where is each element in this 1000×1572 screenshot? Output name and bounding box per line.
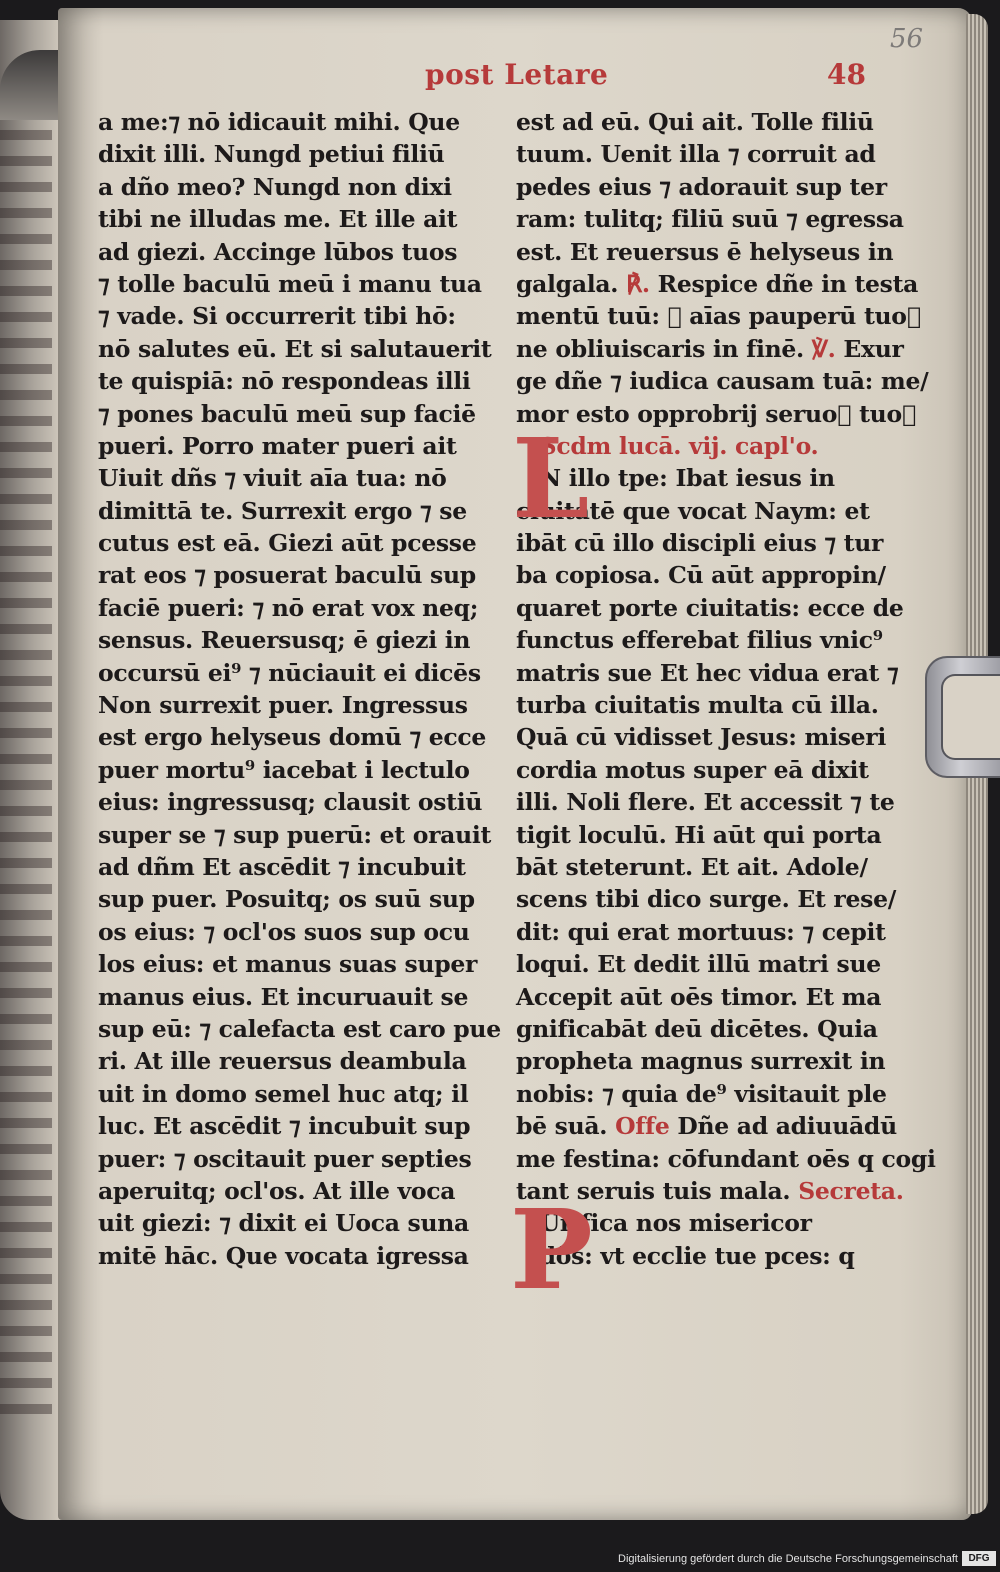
footer-credit: Digitalisierung gefördert durch die Deutsche Forschungsgemeinschaft [618,1553,958,1565]
left-text-column [98,106,501,1272]
right-text-column [516,106,936,1272]
text-line: a me:⁊ nō idicauit mihi. Que [98,108,460,136]
text-line: os eius: ⁊ ocl'os suos sup ocu [98,917,470,946]
text-line [516,592,916,624]
text-segment: ba copiosa. Cū aūt appropin/ [516,561,886,590]
text-line [516,657,916,689]
rubric-text: ℣. [811,334,836,363]
rubric-text: Secreta. [798,1176,904,1205]
text-segment: Respice dñe in testa [649,269,919,298]
text-line [516,916,916,948]
text-segment: Exur [835,334,904,363]
text-line: te quispiā: nō respondeas illi [98,367,471,396]
text-line [516,689,916,721]
folio-number: 48 [827,58,866,91]
text-segment: functus efferebat filius vnic⁹ [516,626,883,655]
rubric-text: Scdm lucā. vij. capl'o. [539,431,819,460]
text-line: ad giezi. Accinge lūbos tuos [98,237,458,266]
text-line: mitē hāc. Que vocata igressa [98,1241,469,1270]
text-line: uit in domo semel huc atq; il [98,1079,469,1108]
text-line: occursū ei⁹ ⁊ nūciauit ei dicēs [98,658,481,687]
text-segment: Urifica nos misericor [516,1209,812,1238]
text-segment: tuum. Uenit illa ⁊ corruit ad [516,140,876,169]
text-segment: propheta magnus surrexit in [516,1047,886,1076]
text-line [516,754,916,786]
text-segment: bāt steterunt. Et ait. Adole/ [516,852,868,881]
text-line: dixit illi. Nungd petiui filiū [98,140,445,169]
text-line: ⁊ pones baculū meū sup faciē [98,399,476,428]
metal-clasp [925,656,1000,778]
text-line: sup eū: ⁊ calefacta est caro pue [98,1014,501,1043]
text-line [516,268,919,300]
text-line: manus eius. Et incuruauit se [98,982,469,1011]
text-line [516,333,916,365]
text-line [516,365,929,397]
text-line [516,786,916,818]
text-line [516,883,916,915]
dfg-logo: DFG [962,1551,996,1566]
text-segment: nobis: ⁊ quia de⁹ visitauit ple [516,1079,887,1108]
text-line: uit giezi: ⁊ dixit ei Uoca suna [98,1209,469,1238]
text-segment: ram: tulitq; filiū suū ⁊ egressa [516,205,904,234]
text-segment: pedes eius ⁊ adorauit sup ter [516,172,887,201]
text-segment: ciuitatē que vocat Naym: et [516,496,870,525]
text-line [516,138,916,170]
rubric-text: Offe [615,1112,670,1141]
text-line: ad dñm Et ascēdit ⁊ incubuit [98,852,466,881]
initial-letter-p: P [510,1185,593,1314]
running-head: post Letare [425,58,609,91]
clasp-opening [941,674,1000,760]
text-line [516,1013,916,1045]
text-segment: ne obliuiscaris in finē. [516,334,812,363]
text-line [516,106,916,138]
text-segment: me festina: cōfundant oēs q cogi [516,1144,936,1173]
text-line: a dño meo? Nungd non dixi [98,172,452,201]
text-line [516,624,916,656]
left-page-curl [0,50,62,120]
text-line: Uiuit dñs ⁊ viuit aīa tua: nō [98,464,447,493]
text-line: puer mortu⁹ iacebat i lectulo [98,755,470,784]
text-segment: Dñe ad adiuuādū [669,1112,897,1141]
pencil-folio-number: 56 [890,24,924,54]
text-line [516,721,916,753]
text-line: rat eos ⁊ posuerat baculū sup [98,561,476,590]
text-segment: ge dñe ⁊ iudica causam tuā: me/ [516,367,929,396]
text-line [516,203,916,235]
text-line [516,236,916,268]
text-line: eius: ingressusq; clausit ostiū [98,788,483,817]
text-line: puer: ⁊ oscitauit puer septies [98,1144,472,1173]
text-line: nō salutes eū. Et si salutauerit [98,334,492,363]
left-page-text-lines [0,130,52,1430]
text-line [516,1110,916,1142]
text-segment: illi. Noli flere. Et accessit ⁊ te [516,788,895,817]
initial-letter-l: L [512,414,590,543]
text-segment: mor esto opprobrij seruo᷑ tuo᷑ [516,399,916,428]
text-segment: Quā cū vidisset Jesus: miseri [516,723,886,752]
text-line: Non surrexit puer. Ingressus [98,691,468,720]
rubric-text: ℟. [626,269,650,298]
text-segment: mentū tuū: ⁊ aīas pauperū tuo᷑ [516,302,921,331]
text-segment: cordia motus super eā dixit [516,755,869,784]
text-segment: matris sue Et hec vidua erat ⁊ [516,658,899,687]
text-line [516,1045,916,1077]
text-line: faciē pueri: ⁊ nō erat vox neq; [98,593,479,622]
text-line: aperuitq; ocl'os. At ille voca [98,1176,456,1205]
text-line [516,851,916,883]
text-line: est ergo helyseus domū ⁊ ecce [98,723,487,752]
text-segment: turba ciuitatis multa cū illa. [516,691,879,720]
text-segment: Accepit aūt oēs timor. Et ma [516,982,882,1011]
text-line: sensus. Reuersusq; ē giezi in [98,626,471,655]
text-line [516,819,916,851]
text-segment: scens tibi dico surge. Et rese/ [516,885,897,914]
text-segment: est ad eū. Qui ait. Tolle filiū [516,108,874,136]
text-line: ri. At ille reuersus deambula [98,1047,467,1076]
text-line [516,1143,936,1175]
text-segment: ibāt cū illo discipli eius ⁊ tur [516,529,884,558]
text-line: super se ⁊ sup puerū: et orauit [98,820,492,849]
text-line [516,948,916,980]
text-line: luc. Et ascēdit ⁊ incubuit sup [98,1112,471,1141]
text-line: ⁊ tolle baculū meū i manu tua [98,269,482,298]
text-line: tibi ne illudas me. Et ille ait [98,205,458,234]
text-segment: dōs: vt ecclie tue pces: q [516,1241,855,1270]
text-segment: est. Et reuersus ē helyseus in [516,237,894,266]
text-line: ⁊ vade. Si occurrerit tibi hō: [98,302,456,331]
text-line: sup puer. Posuitq; os suū sup [98,885,475,914]
text-segment: N illo tpe: Ibat iesus in [516,464,835,493]
text-segment: bē suā. [516,1112,616,1141]
text-line [516,171,916,203]
text-segment: loqui. Et dedit illū matri sue [516,950,881,979]
text-segment: galgala. [516,269,627,298]
text-line: pueri. Porro mater pueri ait [98,431,457,460]
text-line [516,1078,916,1110]
text-segment: gnificabāt deū dicētes. Quia [516,1014,878,1043]
text-segment: quaret porte ciuitatis: ecce de [516,593,904,622]
text-line: los eius: et manus suas super [98,950,478,979]
text-segment: tant seruis tuis mala. [516,1176,799,1205]
text-line [516,981,916,1013]
text-line [516,300,921,332]
text-segment: tigit loculū. Hi aūt qui porta [516,820,882,849]
text-segment: dit: qui erat mortuus: ⁊ cepit [516,917,886,946]
text-line: dimittā te. Surrexit ergo ⁊ se [98,496,467,525]
text-line [516,559,916,591]
text-line: cutus est eā. Giezi aūt pcesse [98,529,477,558]
